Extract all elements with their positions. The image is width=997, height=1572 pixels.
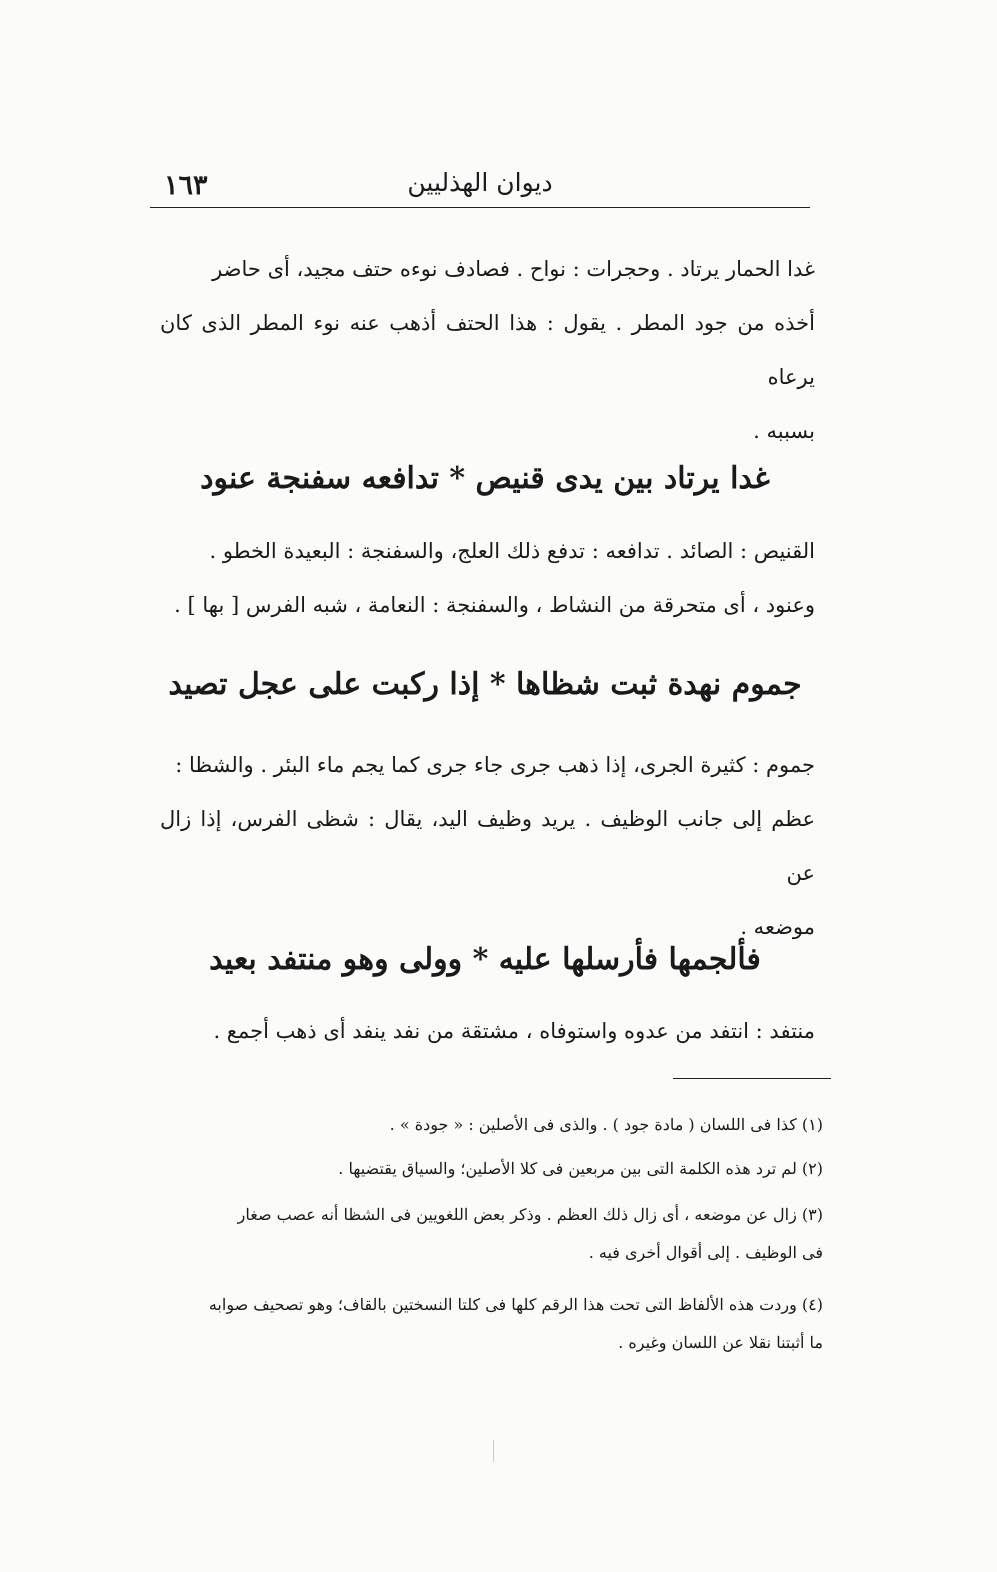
text-line: موضعه . (740, 915, 815, 939)
footnote-line: (٣) زال عن موضعه ، أى زال ذلك العظم . وذكر بعض اللغويين فى الشظا أنه عصب صغار (237, 1205, 823, 1224)
verse-text: فألجمها فأرسلها عليه * وولى وهو منتفد بعيد (209, 942, 761, 977)
commentary-paragraph-4 (160, 1004, 815, 1058)
verse-line-3 (150, 935, 820, 985)
footnote-line: ما أثبتنا نقلا عن اللسان وغيره . (618, 1333, 823, 1352)
text-line: القنيص : الصائد . تدافعه : تدفع ذلك العلج، والسفنجة : البعيدة الخطو . (209, 539, 815, 563)
text-line: أخذه من جود المطر . يقول : هذا الحتف أذهب عنه نوء المطر الذى كان يرعاه (160, 311, 815, 389)
verse-line-1 (150, 454, 820, 504)
header-rule (150, 207, 810, 208)
footnote-rule (673, 1078, 831, 1079)
footnote-4 (168, 1286, 823, 1362)
commentary-paragraph-2 (160, 524, 815, 632)
commentary-paragraph-1 (160, 242, 815, 458)
footnote-line: (٤) وردت هذه الألفاظ التى تحت هذا الرقم كلها فى كلتا النسختين بالقاف؛ وهو تصحيف صوابه (208, 1295, 823, 1314)
commentary-paragraph-3 (160, 738, 815, 954)
footnote-line: فى الوظيف . إلى أقوال أخرى فيه . (588, 1243, 823, 1262)
text-line: جموم : كثيرة الجرى، إذا ذهب جرى جاء جرى كما يجم ماء البئر . والشظا : (175, 753, 815, 777)
text-line: غدا الحمار يرتاد . وحجرات : نواح . فصادف نوءه حتف مجيد، أى حاضر (212, 257, 815, 281)
page-header (150, 160, 810, 206)
footnote-line: (١) كذا فى اللسان ( مادة جود ) . والذى فى الأصلين : « جودة » . (389, 1115, 823, 1134)
footnote-3 (168, 1196, 823, 1272)
footnote-1 (168, 1106, 823, 1144)
running-title: ديوان الهذليين (407, 168, 553, 197)
text-line: وعنود ، أى متحرقة من النشاط ، والسفنجة : النعامة ، شبه الفرس [ بها ] . (174, 593, 815, 617)
page-number: ١٦٣ (164, 170, 208, 201)
footnote-line: (٢) لم ترد هذه الكلمة التى بين مربعين فى كلا الأصلين؛ والسياق يقتضيها . (338, 1159, 823, 1178)
footnote-2 (168, 1150, 823, 1188)
paper-speck (493, 1440, 494, 1462)
text-line: منتفد : انتفد من عدوه واستوفاه ، مشتقة من نفد ينفد أى ذهب أجمع . (213, 1019, 815, 1043)
verse-text: جموم نهدة ثبت شظاها * إذا ركبت على عجل تصيد (168, 667, 802, 702)
verse-text: غدا يرتاد بين يدى قنيص * تدافعه سفنجة عنود (200, 461, 770, 496)
text-line: بسببه . (753, 419, 815, 443)
verse-line-2 (150, 660, 820, 710)
text-line: عظم إلى جانب الوظيف . يريد وظيف اليد، يقال : شظى الفرس، إذا زال عن (160, 807, 815, 885)
